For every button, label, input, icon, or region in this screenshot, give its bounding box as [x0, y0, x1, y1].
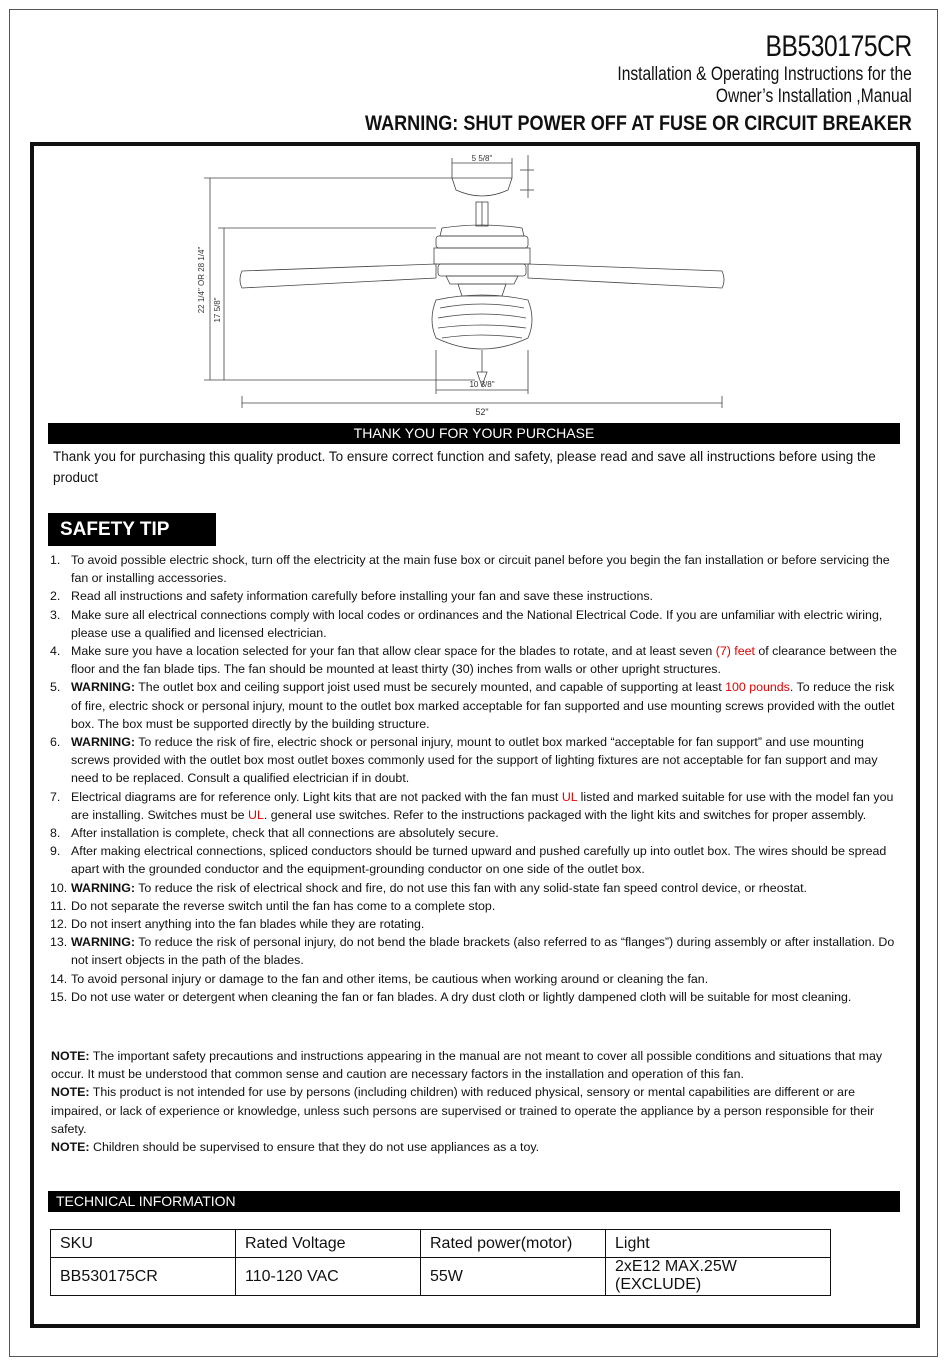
safety-list: [50, 551, 898, 1006]
table-cell: 110-120 VAC: [236, 1258, 421, 1296]
safety-item: 2. Read all instructions and safety information carefully before installing your fan and save these instructions.: [50, 589, 653, 604]
notes-section: [51, 1047, 899, 1156]
table-row: [51, 1258, 831, 1296]
note-paragraph: NOTE: The important safety precautions and instructions appearing in the manual are not meant to cover all possible conditions and situations that may occur. It must be understood that common sense and caution are necessary factors in the installation and operation of this fan.: [51, 1049, 883, 1082]
safety-item: 9. After making electrical connections, spliced conductors should be turned upward and pushed carefully up into outlet box. The wires should be spread apart with the grounded conductor and the equipment-grounding conductor on one side of the outlet box.: [50, 844, 887, 877]
technical-information-heading: TECHNICAL INFORMATION: [48, 1191, 900, 1212]
table-header-cell: SKU: [51, 1230, 236, 1258]
safety-item: 15. Do not use water or detergent when cleaning the fan or fan blades. A dry dust cloth or lightly dampened cloth will be suitable for most cleaning.: [50, 989, 852, 1004]
safety-item: 8. After installation is complete, check that all connections are absolutely secure.: [50, 826, 499, 841]
table-cell: BB530175CR: [51, 1258, 236, 1296]
document-header: [276, 30, 912, 137]
table-header-row: [51, 1230, 831, 1258]
power-warning: WARNING: SHUT POWER OFF AT FUSE OR CIRCUIT BREAKER: [365, 112, 912, 135]
dimension-height-label: 22 1/4" OR 28 1/4": [197, 246, 206, 314]
dimension-body-label: 17 5/8": [213, 297, 222, 323]
safety-item: 5. WARNING: The outlet box and ceiling support joist used must be securely mounted, and capable of supporting at least 100 pounds. To reduce the risk of fire, electric shock or personal injury, mount to the outlet box marked acceptable for fan supported and use mounting screws provided with the outlet box. The box must be supported directly by the building structure.: [50, 680, 895, 731]
dimension-canopy-label: 5 5/8": [471, 154, 493, 163]
technical-table: [50, 1229, 831, 1296]
safety-item: 7. Electrical diagrams are for reference only. Light kits that are not packed with the fan must UL listed and marked suitable for use with the model fan you are installing. Switches must be UL. general use switches. Refer to the instructions packaged with the light kits and switches for proper assembly.: [50, 789, 894, 822]
thank-you-text: Thank you for purchasing this quality product. To ensure correct function and safety, please read and save all instructions before using the product: [53, 449, 876, 485]
safety-item: 4. Make sure you have a location selected for your fan that allow clear space for the blades to rotate, and at least seven (7) feet of clearance between the floor and the fan blade tips. The fan should be mounted at least thirty (30) inches from walls or other upright structures.: [50, 644, 897, 677]
safety-item: 11. Do not separate the reverse switch until the fan has come to a complete stop.: [50, 898, 496, 913]
safety-item: 14. To avoid personal injury or damage to the fan and other items, be cautious when working around or cleaning the fan.: [50, 971, 709, 986]
table-header-cell: Rated Voltage: [236, 1230, 421, 1258]
safety-item: 1. To avoid possible electric shock, turn off the electricity at the main fuse box or circuit panel before you begin the fan installation or before servicing the fan or installing accessories.: [50, 553, 890, 586]
subtitle-line-1: Installation & Operating Instructions for the: [617, 64, 912, 85]
safety-item: 3. Make sure all electrical connections comply with local codes or ordinances and the National Electrical Code. If you are unfamiliar with electric wiring, please use a qualified and licensed electrician.: [50, 607, 883, 640]
table-header-cell: Rated power(motor): [421, 1230, 606, 1258]
thank-you-heading: THANK YOU FOR YOUR PURCHASE: [48, 423, 900, 444]
note-paragraph: NOTE: Children should be supervised to ensure that they do not use appliances as a toy.: [51, 1140, 540, 1155]
model-number: BB530175CR: [765, 30, 912, 63]
dimension-light-width-label: 10 3/8": [469, 380, 495, 389]
table-cell: 2xE12 MAX.25W (EXCLUDE): [606, 1258, 831, 1296]
dimension-width-label: 52": [475, 407, 489, 415]
safety-tip-heading: SAFETY TIP: [48, 513, 216, 546]
fan-dimension-diagram: [190, 150, 750, 415]
safety-item: 12. Do not insert anything into the fan blades while they are rotating.: [50, 917, 425, 932]
subtitle-line-2: Owner’s Installation ,Manual: [715, 86, 912, 107]
table-cell: 55W: [421, 1258, 606, 1296]
safety-item: 10. WARNING: To reduce the risk of electrical shock and fire, do not use this fan with any solid-state fan speed control device, or rheostat.: [50, 880, 807, 895]
note-paragraph: NOTE: This product is not intended for use by persons (including children) with reduced physical, sensory or mental capabilities are different or are impaired, or lack of experience or knowledge, unless such persons are supervised or trained to operate the appliance by a person responsible for their safety.: [51, 1085, 875, 1136]
safety-item: 13. WARNING: To reduce the risk of personal injury, do not bend the blade brackets (also referred to as “flanges”) during assembly or after installation. Do not insert objects in the path of the blades.: [50, 935, 895, 968]
safety-item: 6. WARNING: To reduce the risk of fire, electric shock or personal injury, mount to outlet box marked “acceptable for fan support” and use mounting screws provided with the outlet box most outlet boxes commonly used for the support of lighting fixtures are not acceptable for fan support and may need to be replaced. Consult a qualified electrician if in doubt.: [50, 735, 878, 786]
table-header-cell: Light: [606, 1230, 831, 1258]
